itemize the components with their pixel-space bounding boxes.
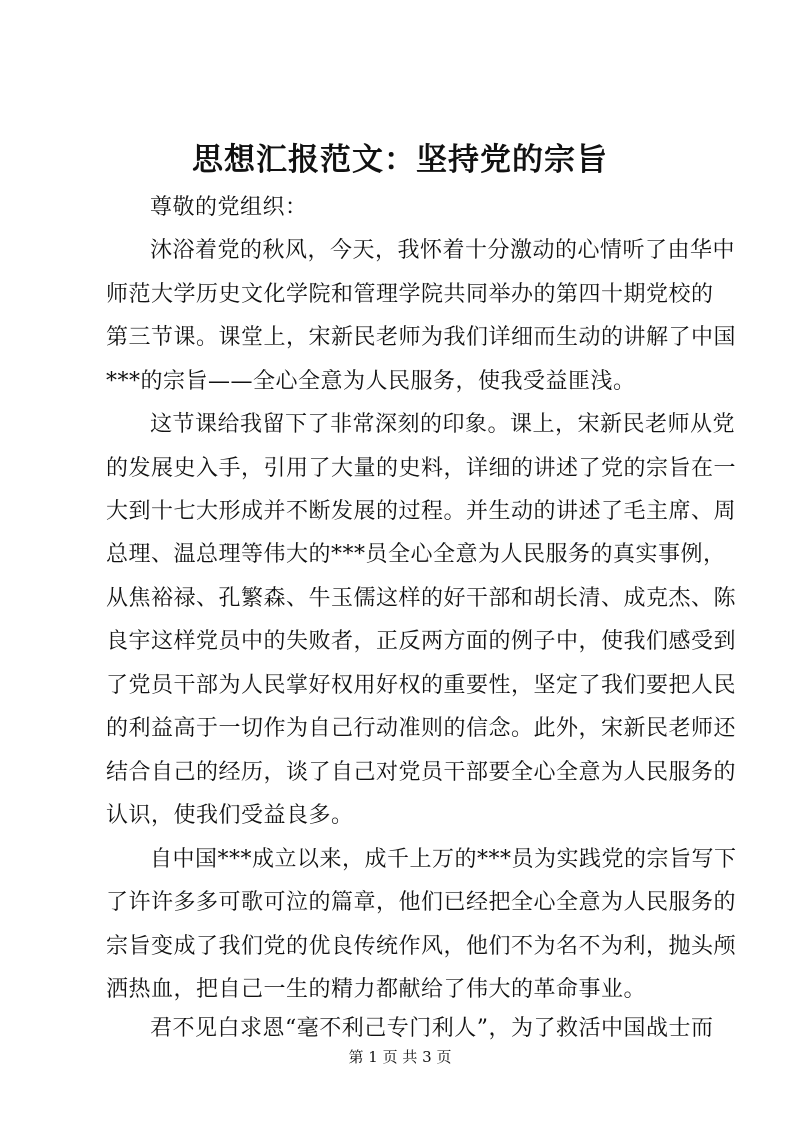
paragraph-line: 宗旨变成了我们党的优良传统作风，他们不为名不为利，抛头颅 bbox=[106, 934, 737, 959]
document-title: 思想汇报范文：坚持党的宗旨 bbox=[192, 142, 608, 178]
paragraph-line: 洒热血，把自己一生的精力都献给了伟大的革命事业。 bbox=[106, 977, 647, 1002]
paragraph-line: 了党员干部为人民掌好权用好权的重要性，坚定了我们要把人民 bbox=[106, 673, 737, 698]
paragraph-line: 良宇这样党员中的失败者，正反两方面的例子中，使我们感受到 bbox=[106, 629, 737, 654]
paragraph-line: ***的宗旨——全心全意为人民服务，使我受益匪浅。 bbox=[106, 369, 636, 394]
salutation-line: 尊敬的党组织： bbox=[150, 195, 308, 220]
paragraph-line: 第三节课。课堂上，宋新民老师为我们详细而生动的讲解了中国 bbox=[106, 325, 737, 350]
paragraph-line: 自中国***成立以来，成千上万的***员为实践党的宗旨写下 bbox=[150, 847, 737, 872]
paragraph-line: 这节课给我留下了非常深刻的印象。课上，宋新民老师从党 bbox=[150, 412, 736, 437]
page-number: 第 1 页 共 3 页 bbox=[348, 1048, 452, 1066]
paragraph-line: 从焦裕禄、孔繁森、牛玉儒这样的好干部和胡长清、成克杰、陈 bbox=[106, 586, 737, 611]
paragraph-line: 沐浴着党的秋风，今天，我怀着十分激动的心情听了由华中 bbox=[150, 238, 736, 263]
paragraph-line: 君不见白求恩“毫不利己专门利人”，为了救活中国战士而 bbox=[150, 1016, 714, 1041]
paragraph-line: 认识，使我们受益良多。 bbox=[106, 803, 354, 828]
paragraph-line: 的利益高于一切作为自己行动准则的信念。此外，宋新民老师还 bbox=[106, 716, 737, 741]
paragraph-line: 了许许多多可歌可泣的篇章，他们已经把全心全意为人民服务的 bbox=[106, 890, 737, 915]
paragraph-line: 总理、温总理等伟大的***员全心全意为人民服务的真实事例， bbox=[106, 542, 726, 567]
paragraph-line: 的发展史入手，引用了大量的史料，详细的讲述了党的宗旨在一 bbox=[106, 456, 737, 481]
paragraph-line: 师范大学历史文化学院和管理学院共同举办的第四十期党校的 bbox=[106, 282, 714, 307]
paragraph-line: 大到十七大形成并不断发展的过程。并生动的讲述了毛主席、周 bbox=[106, 499, 737, 524]
paragraph-line: 结合自己的经历，谈了自己对党员干部要全心全意为人民服务的 bbox=[106, 760, 737, 785]
